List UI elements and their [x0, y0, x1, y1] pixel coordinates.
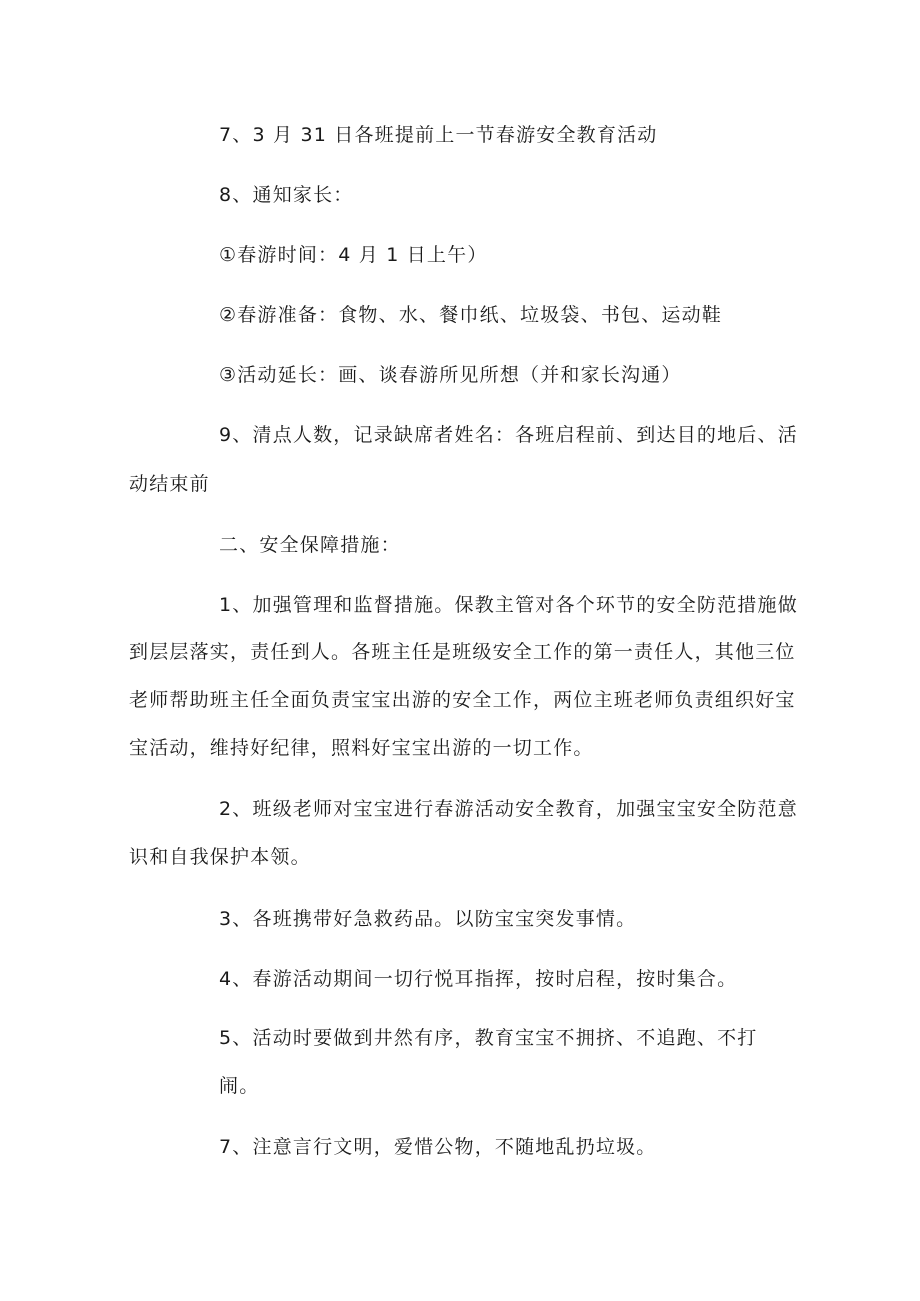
parent-notice-preparation: ②春游准备：食物、水、餐巾纸、垃圾袋、书包、运动鞋 — [219, 304, 723, 326]
measure-1-line-2: 到层层落实，责任到人。各班主任是班级安全工作的第一责任人，其他三位 — [129, 641, 796, 663]
measure-1-line-4: 宝活动，维持好纪律，照料好宝宝出游的一切工作。 — [129, 737, 594, 759]
measure-4: 4、春游活动期间一切行悦耳指挥，按时启程，按时集合。 — [219, 968, 738, 990]
measure-5-line-2: 闹。 — [219, 1075, 260, 1097]
parent-notice-time: ①春游时间：4 月 1 日上午） — [219, 244, 488, 266]
measure-1-line-1: 1、加强管理和监督措施。保教主管对各个环节的安全防范措施做 — [219, 594, 798, 616]
item-9-headcount-line-2: 动结束前 — [129, 473, 210, 495]
measure-2-line-1: 2、班级老师对宝宝进行春游活动安全教育，加强宝宝安全防范意 — [219, 798, 798, 820]
item-8-notify-parents: 8、通知家长： — [219, 184, 354, 206]
measure-3: 3、各班携带好急救药品。以防宝宝突发事情。 — [219, 908, 637, 930]
section-safety-measures-heading: 二、安全保障措施： — [219, 534, 401, 556]
measure-7: 7、注意言行文明，爱惜公物，不随地乱扔垃圾。 — [219, 1136, 657, 1158]
measure-1-line-3: 老师帮助班主任全面负责宝宝出游的安全工作，两位主班老师负责组织好宝 — [129, 689, 796, 711]
parent-notice-extension: ③活动延长：画、谈春游所见所想（并和家长沟通） — [219, 364, 682, 386]
item-7-spring-outing-safety-class: 7、3 月 31 日各班提前上一节春游安全教育活动 — [219, 124, 658, 146]
item-9-headcount-line-1: 9、清点人数，记录缺席者姓名：各班启程前、到达目的地后、活 — [219, 424, 798, 446]
measure-2-line-2: 识和自我保护本领。 — [129, 846, 311, 868]
measure-5-line-1: 5、活动时要做到井然有序，教育宝宝不拥挤、不追跑、不打 — [219, 1027, 758, 1049]
